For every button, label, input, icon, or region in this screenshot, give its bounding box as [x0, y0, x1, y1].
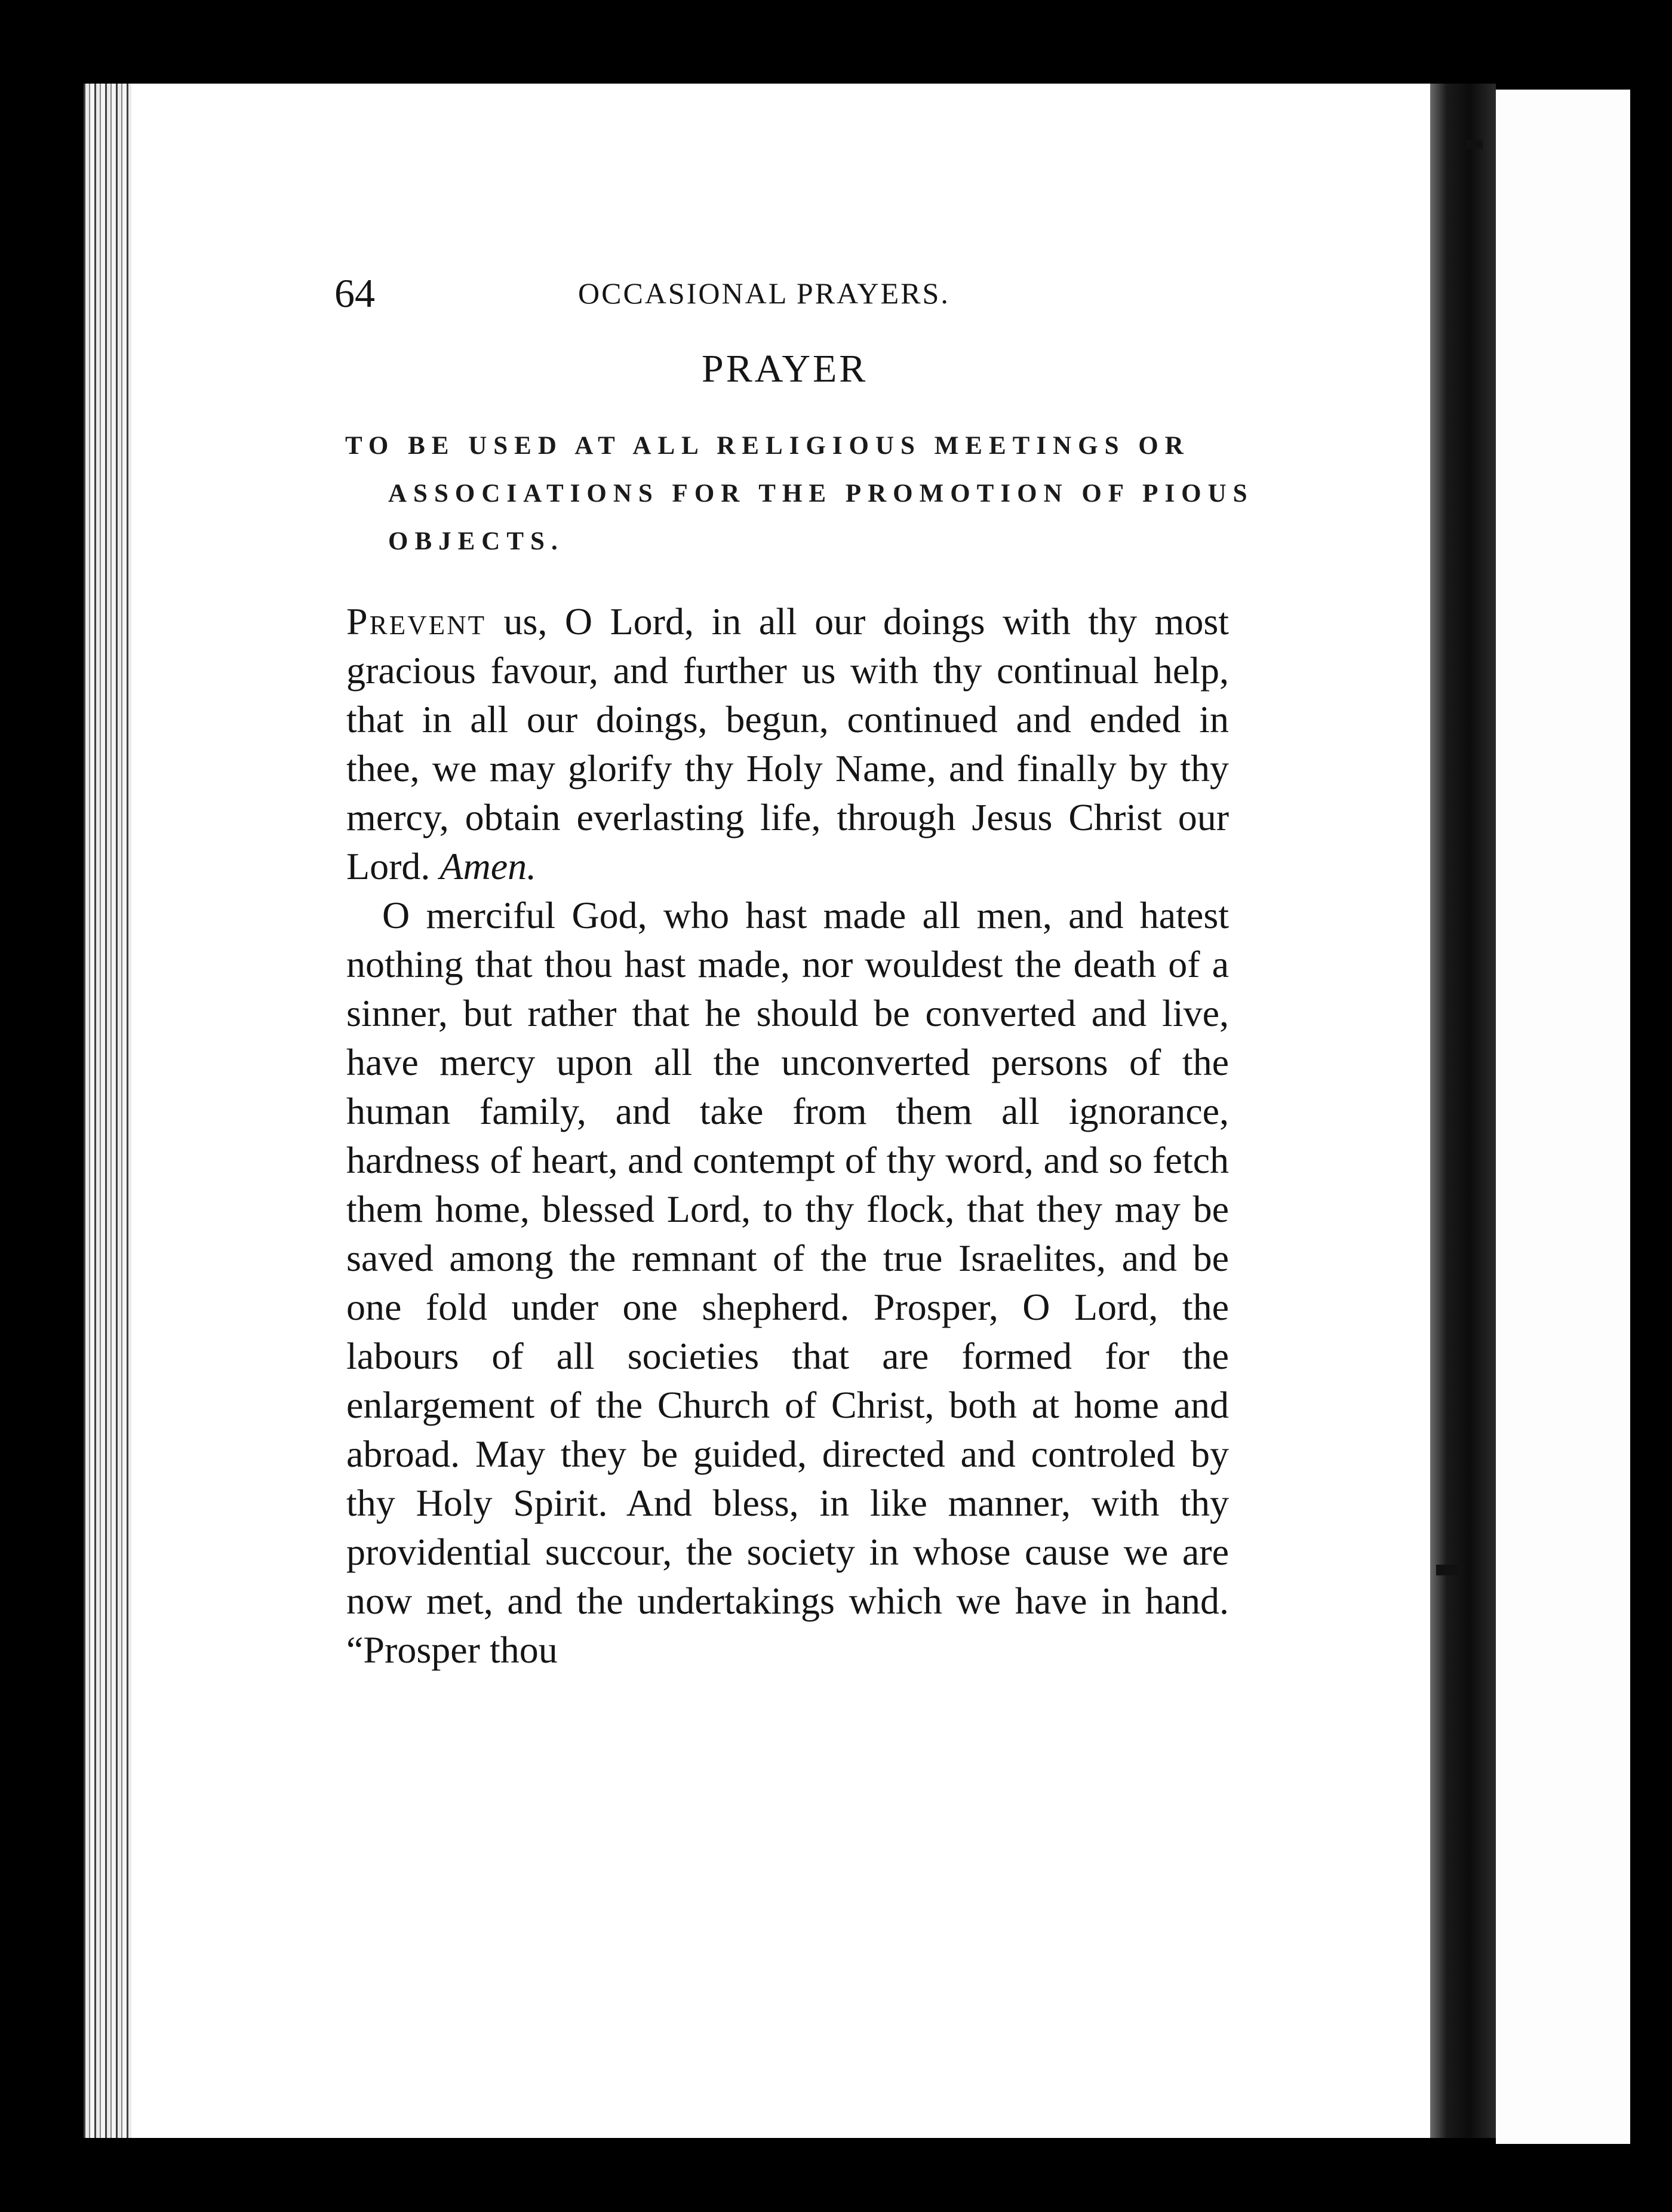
paragraph-text: O merciful God, who hast made all men, and hatest nothing that thou hast made, nor wouldest the death of a sinner, but rather that he should be converted and live, have mercy upon all the unconverted persons of the human family, and take from them all ignorance, hardness of heart, and contempt of thy word, and so fetch them home, blessed Lord, to thy flock, that they may be saved among the remnant of the true Israelites, and be one fold under one shepherd. Prosper, O Lord, the labours of all societies that are formed for the enlargement of the Church of Christ, both at home and abroad. May they be guided, directed and controled by thy Holy Spirit. And bless, in like manner, with thy providential succour, the society in whose cause we are now met, and the undertakings which we have in hand. “Prosper thou	[346, 894, 1229, 1671]
page-edge-left	[84, 84, 131, 2138]
section-title: PRAYER	[702, 347, 868, 391]
rubric-line: ASSOCIATIONS FOR THE PROMOTION OF PIOUS	[388, 480, 1254, 508]
amen-word: Amen.	[439, 845, 537, 887]
page-number: 64	[334, 271, 375, 316]
gutter-mark	[1436, 1565, 1458, 1575]
paragraph-text: us, O Lord, in all our doings with thy most gracious favour, and further us with thy continual help, that in all our doings, begun, continued and ended in thee, we may glorify thy Holy Name, and finally by thy mercy, obtain everlasting life, through Jesus Christ our Lord.	[346, 600, 1229, 887]
lead-word: Prevent	[346, 600, 487, 643]
book-gutter	[1430, 84, 1496, 2138]
paragraph	[346, 891, 1229, 1675]
paragraph	[346, 597, 1229, 891]
rubric-line: TO BE USED AT ALL RELIGIOUS MEETINGS OR	[345, 432, 1190, 460]
prayer-body	[346, 597, 1229, 1675]
running-title: OCCASIONAL PRAYERS.	[578, 276, 950, 310]
adjacent-page-strip	[1496, 90, 1630, 2144]
rubric-line: OBJECTS.	[388, 527, 564, 555]
gutter-mark	[1466, 140, 1483, 149]
